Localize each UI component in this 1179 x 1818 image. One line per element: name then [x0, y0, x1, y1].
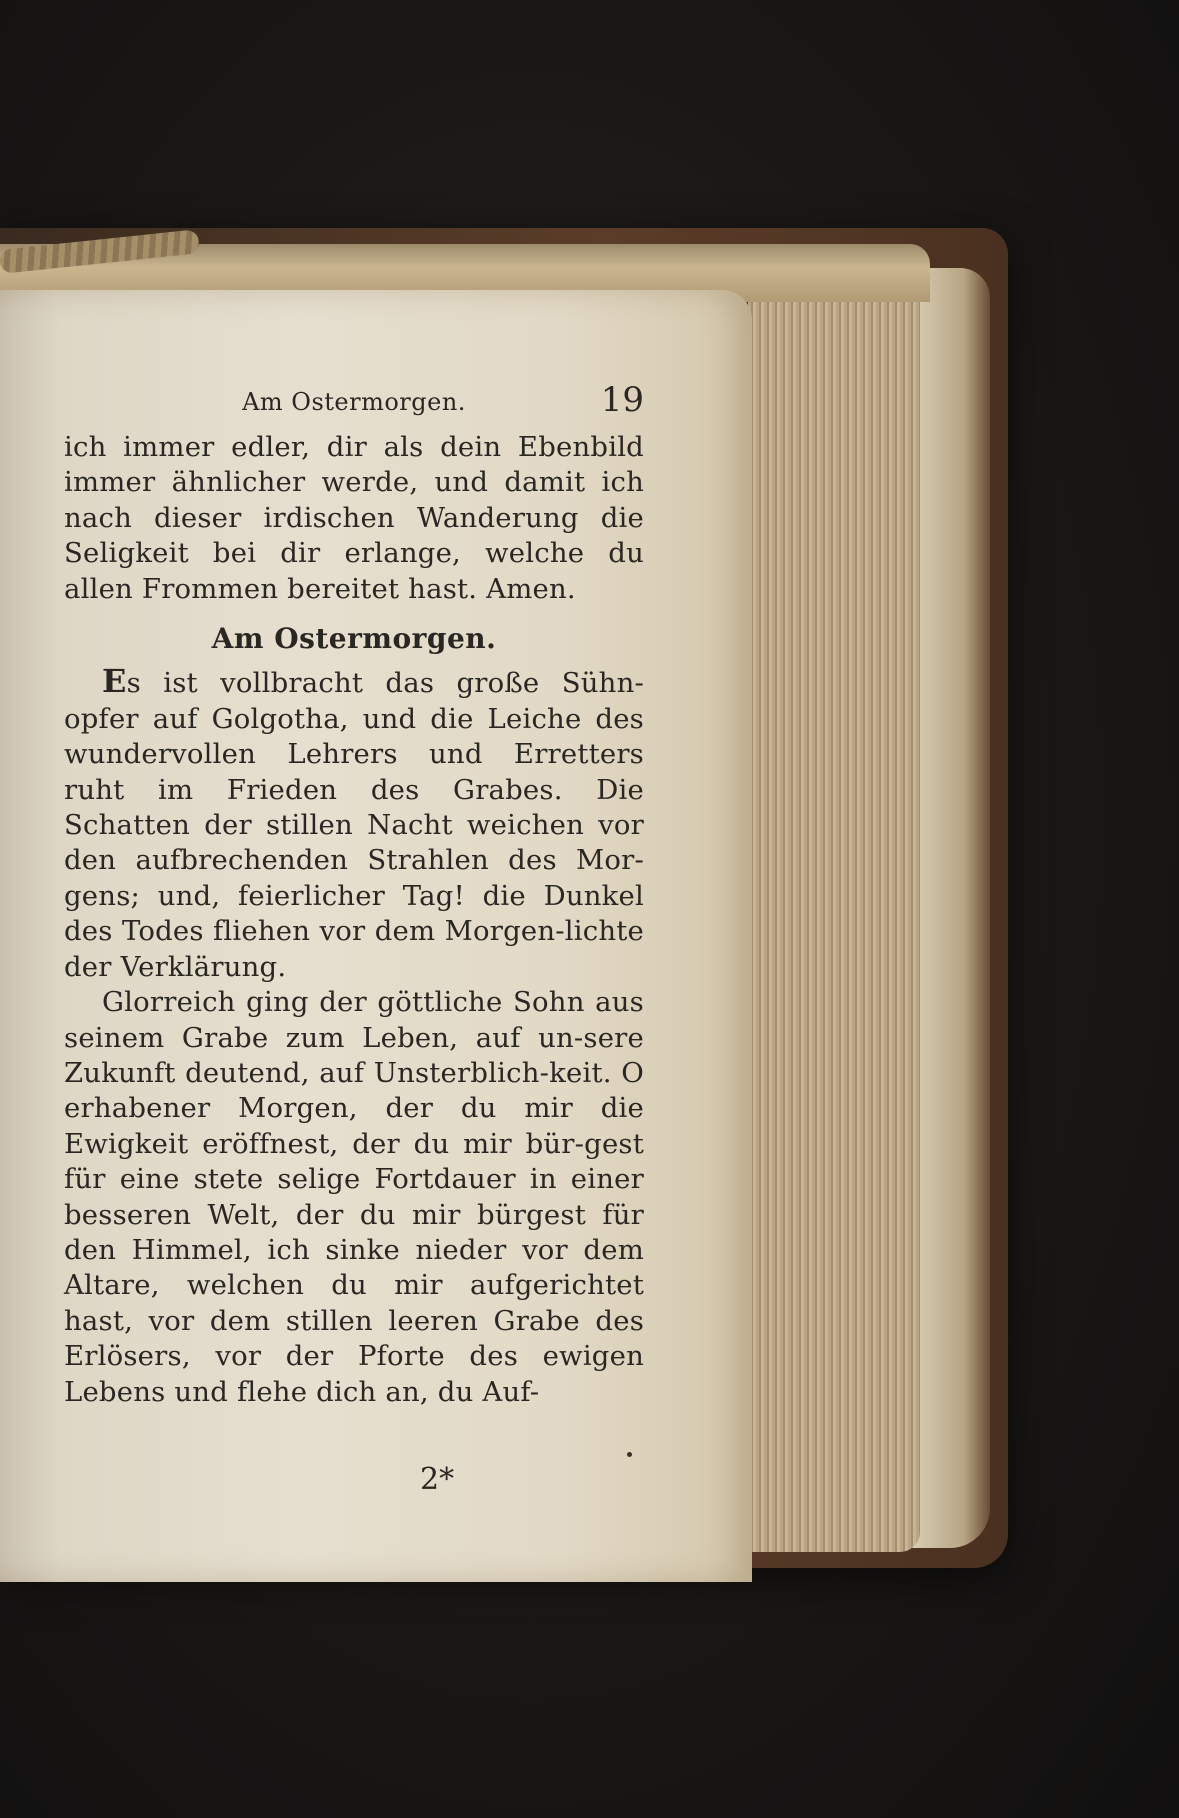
- section-heading: Am Ostermorgen.: [211, 622, 497, 656]
- page-content: [64, 380, 644, 1410]
- continuation-paragraph: ich immer edler, dir als dein Ebenbild immer ähnlicher werde, und damit ich nach dieser irdischen Wanderung die Seligkeit bei dir erlange, welche du allen Frommen bereitet hast. Amen.: [64, 431, 644, 605]
- book-page: [0, 290, 752, 1582]
- paragraph-2: Glorreich ging der göttliche Sohn aus seinem Grabe zum Leben, auf un-sere Zukunft deutend, auf Unsterblich-keit. O erhabener Morgen, der du mir die Ewigkeit eröffnest, der du mir bür-gest für eine stete selige Fortdauer in einer besseren Welt, der du mir bürgest für den Himmel, ich sinke nieder vor dem Altare, welchen du mir aufgerichtet hast, vor dem stillen leeren Grabe des Erlösers, vor der Pforte des ewigen Lebens und flehe dich an, du Auf-: [64, 986, 644, 1408]
- initial-letter: E: [102, 662, 127, 701]
- paragraph-1-text: s ist vollbracht das große Sühn-opfer auf Golgotha, und die Leiche des wundervollen Lehrers und Erretters ruht im Frieden des Grabes. Die Schatten der stillen Nacht weichen vor den aufbrechenden Strahlen des Mor-gens; und, feierlicher Tag! die Dunkel des Todes fliehen vor dem Morgen-lichte der Verklärung.: [64, 667, 644, 983]
- paragraph-1: [64, 664, 644, 985]
- running-head: [64, 380, 644, 424]
- text-block: [64, 430, 644, 1410]
- page-speck: [627, 1452, 632, 1457]
- page-number: 19: [600, 380, 644, 420]
- running-title: Am Ostermorgen.: [242, 388, 466, 416]
- signature-mark: 2*: [420, 1462, 455, 1497]
- book-page-edges: [748, 262, 920, 1552]
